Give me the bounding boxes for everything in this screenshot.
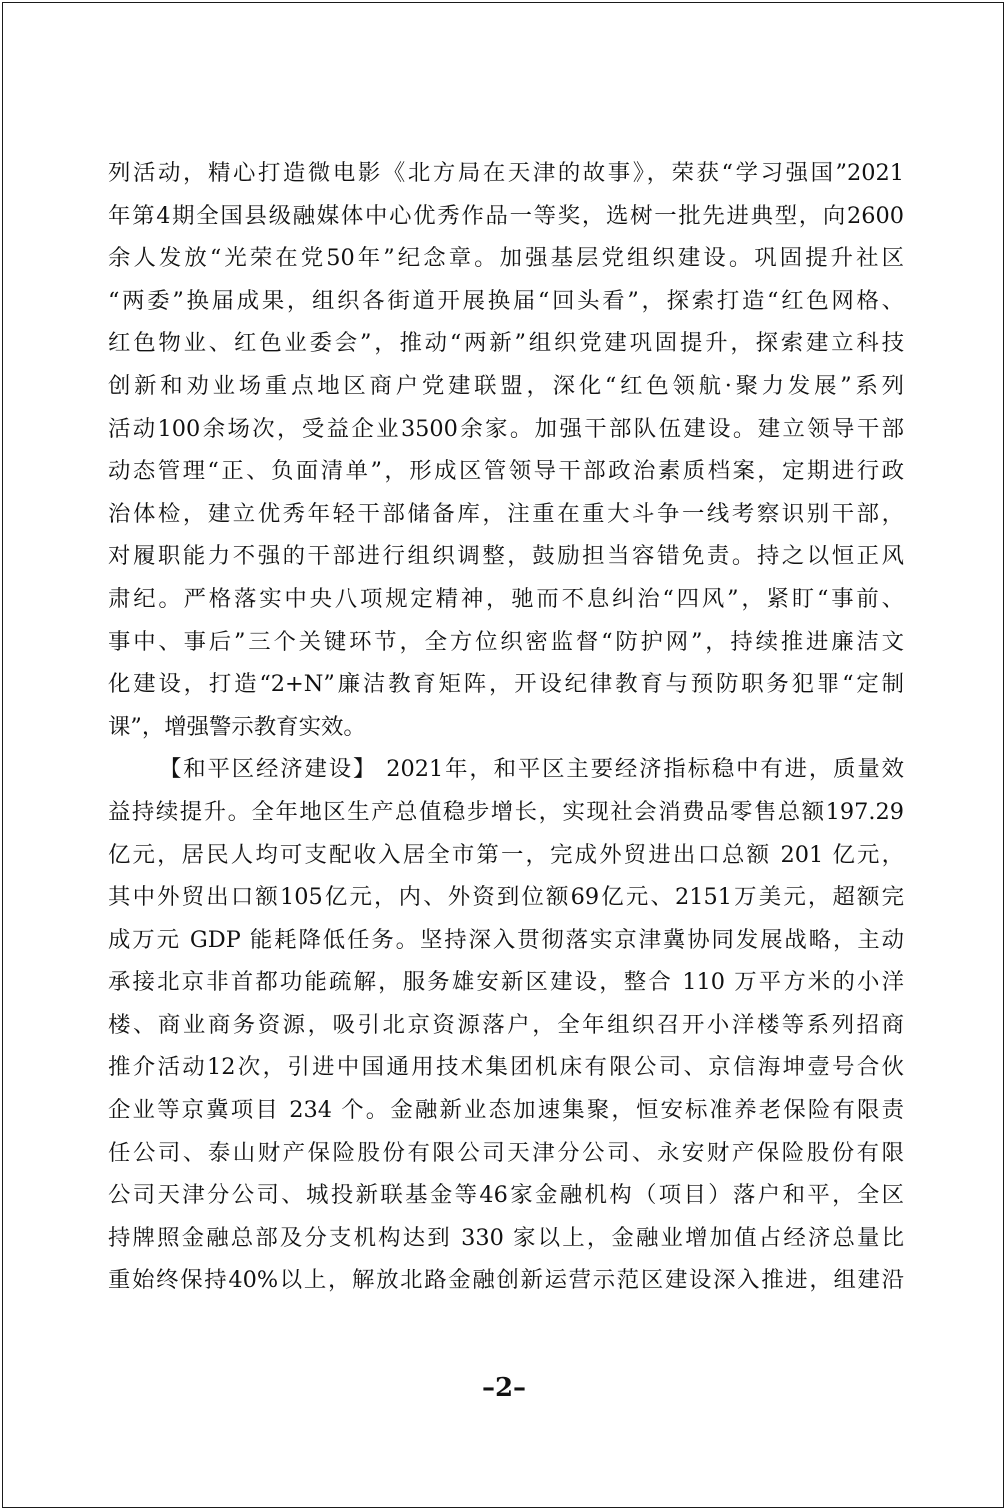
text-line: 红色物业、红色业委会”，推动“两新”组织党建巩固提升，探索建立科技: [108, 330, 904, 357]
text-line: 动态管理“正、负面清单”，形成区管领导干部政治素质档案，定期进行政: [108, 458, 904, 485]
text-line: 创新和劝业场重点地区商户党建联盟，深化“红色领航·聚力发展”系列: [108, 372, 904, 399]
text-line: 列活动，精心打造微电影《北方局在天津的故事》，荣获“学习强国”2021: [108, 160, 904, 186]
text-line: 任公司、泰山财产保险股份有限公司天津分公司、永安财产保险股份有限: [108, 1139, 904, 1166]
text-line: 重始终保持40%以上，解放北路金融创新运营示范区建设深入推进，组建沿: [108, 1267, 904, 1294]
text-line: 治体检，建立优秀年轻干部储备库，注重在重大斗争一线考察识别干部，: [108, 500, 904, 527]
text-line: 楼、商业商务资源，吸引北京资源落户，全年组织召开小洋楼等系列招商: [108, 1011, 904, 1038]
text-line: “两委”换届成果，组织各街道开展换届“回头看”，探索打造“红色网格、: [108, 287, 904, 314]
text-line: 余人发放“光荣在党50年”纪念章。加强基层党组织建设。巩固提升社区: [108, 245, 904, 272]
text-line: 课”，增强警示教育实效。: [108, 713, 366, 740]
text-line: 年第4期全国县级融媒体中心优秀作品一等奖，选树一批先进典型，向2600: [108, 202, 904, 229]
page-number: –2–: [481, 1373, 527, 1403]
text-line: 益持续提升。全年地区生产总值稳步增长，实现社会消费品零售总额197.29: [108, 798, 904, 825]
text-line: 亿元，居民人均可支配收入居全市第一，完成外贸进出口总额 201 亿元，: [108, 841, 904, 868]
text-line: 化建设，打造“2+N”廉洁教育矩阵，开设纪律教育与预防职务犯罪“定制: [108, 671, 904, 698]
text-line: 其中外贸出口额105亿元，内、外资到位额69亿元、2151万美元，超额完: [108, 884, 904, 911]
text-line: 企业等京冀项目 234 个。金融新业态加速集聚，恒安标准养老保险有限责: [108, 1097, 904, 1124]
text-line: 推介活动12次，引进中国通用技术集团机床有限公司、京信海坤壹号合伙: [108, 1054, 904, 1081]
text-line: 成万元 GDP 能耗降低任务。坚持深入贯彻落实京津冀协同发展战略，主动: [108, 926, 904, 953]
text-line: 对履职能力不强的干部进行组织调整，鼓励担当容错免责。持之以恒正风: [108, 543, 904, 570]
body-text: [108, 152, 904, 1302]
text-line: 承接北京非首都功能疏解，服务雄安新区建设，整合 110 万平方米的小洋: [108, 969, 904, 996]
text-line: 事中、事后”三个关键环节，全方位织密监督“防护网”，持续推进廉洁文: [108, 628, 904, 655]
text-line: 肃纪。严格落实中央八项规定精神，驰而不息纠治“四风”，紧盯“事前、: [108, 585, 904, 612]
section-heading-line: 【和平区经济建设】 2021年，和平区主要经济指标稳中有进，质量效: [159, 756, 904, 783]
text-line: 活动100余场次，受益企业3500余家。加强干部队伍建设。建立领导干部: [108, 415, 904, 442]
text-line: 公司天津分公司、城投新联基金等46家金融机构（项目）落户和平，全区: [108, 1182, 904, 1209]
text-line: 持牌照金融总部及分支机构达到 330 家以上，金融业增加值占经济总量比: [108, 1224, 904, 1251]
